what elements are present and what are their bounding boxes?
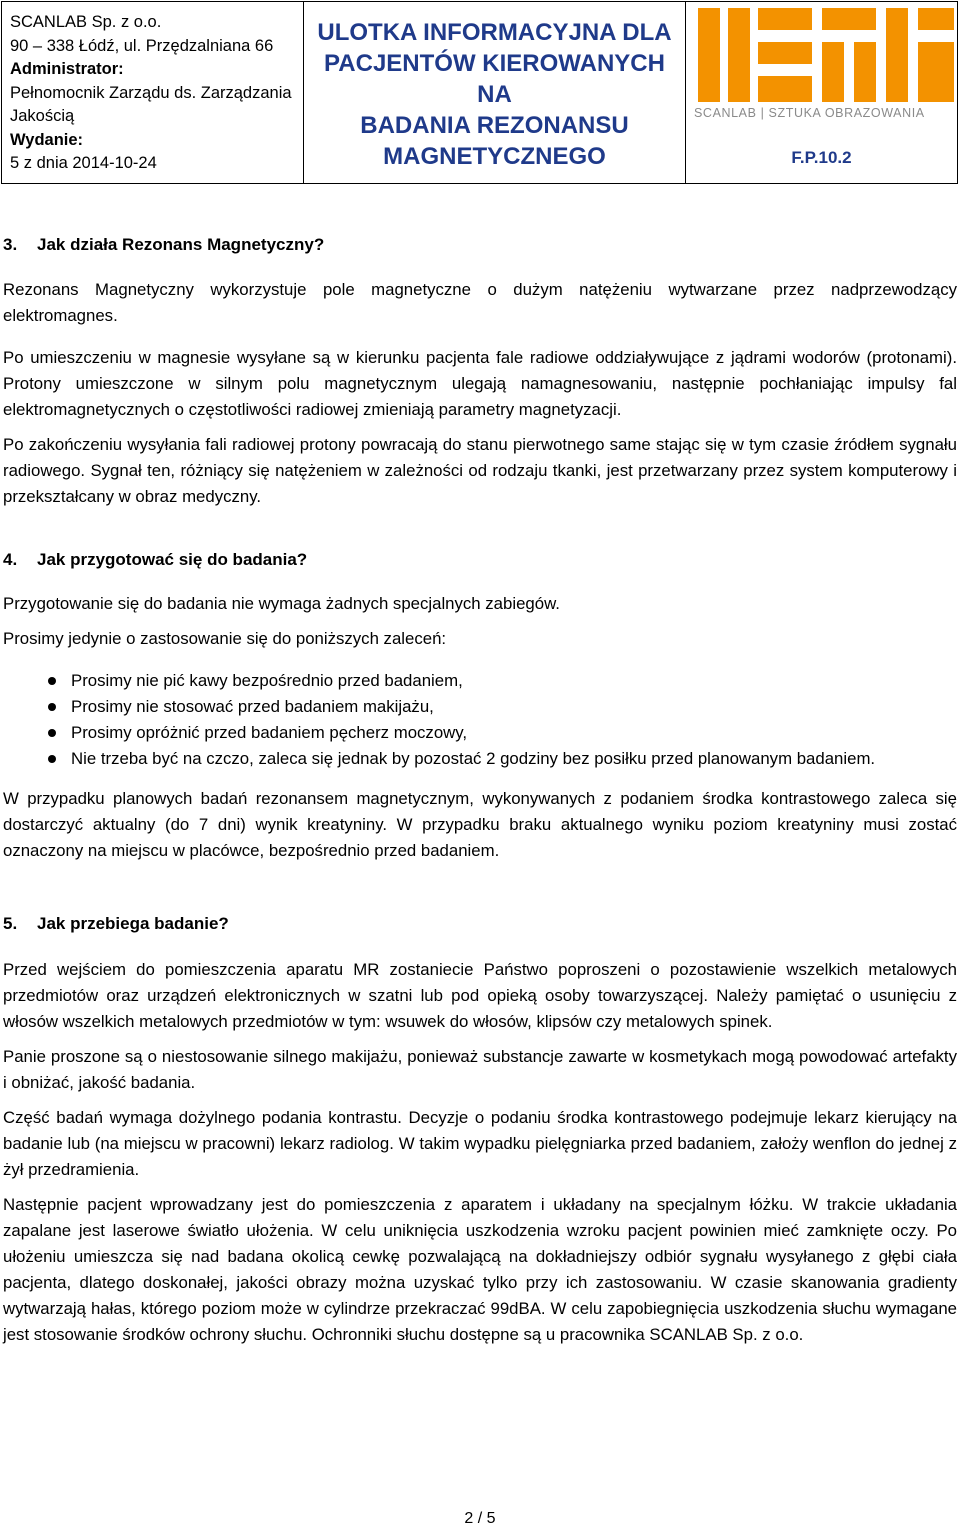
section-3-number: 3. (3, 235, 18, 254)
list-item-text: Prosimy nie stosować przed badaniem makijażu, (71, 697, 434, 716)
section-4-paragraph-2: Prosimy jedynie o zastosowanie się do poniższych zaleceń: (3, 629, 447, 648)
list-item (3, 694, 957, 720)
section-4-title: Jak przygotować się do badania? (37, 550, 308, 569)
section-3-paragraph-3: Po zakończeniu wysyłania fali radiowej protony powracają do stanu pierwotnego same stając się w tym czasie źródłem sygnału radiowego. Sygnał ten, różniący się natężeniem w zależności od rodzaju tkanki, jest przetwarzany przez system komputerowy i przekształcany w obraz medyczny. (3, 435, 957, 506)
edition-value: 5 z dnia 2014-10-24 (10, 154, 157, 172)
document-header (1, 1, 958, 184)
list-item-text: Prosimy nie pić kawy bezpośrednio przed badaniem, (71, 671, 463, 690)
company-name: SCANLAB Sp. z o.o. (10, 13, 162, 31)
section-5-number: 5. (3, 914, 18, 933)
recommendations-list (3, 668, 957, 772)
admin-label: Administrator: (10, 60, 124, 78)
document-title (304, 13, 685, 172)
admin-value-line-1: Pełnomocnik Zarządu ds. Zarządzania (10, 83, 292, 102)
scanlab-logo-icon (696, 4, 956, 104)
list-item (3, 720, 957, 746)
page-number: 2 / 5 (464, 1510, 496, 1527)
list-item (3, 746, 957, 772)
section-3-heading (3, 232, 957, 258)
section-5-heading (3, 911, 957, 937)
section-3-paragraph-1: Rezonans Magnetyczny wykorzystuje pole magnetyczne o dużym natężeniu wytwarzane przez nadprzewodzący elektromagnes. (3, 280, 957, 325)
section-5-paragraph-1: Przed wejściem do pomieszczenia aparatu MR zostaniecie Państwo poproszeni o pozostawienie wszelkich metalowych przedmiotów oraz urządzeń elektronicznych w szatni lub pod opieką osoby towarzyszącej. Należy pamiętać o usunięciu z włosów wszelkich metalowych przedmiotów w tym: wsuwek do włosów, klipsów czy metalowych spinek. (3, 960, 957, 1031)
bullet-icon (48, 755, 56, 763)
bullet-icon (48, 729, 56, 737)
admin-value-line-2: Jakością (10, 107, 75, 125)
title-line-1: ULOTKA INFORMACYJNA DLA (317, 19, 672, 46)
bullet-icon (48, 677, 56, 685)
section-3-title: Jak działa Rezonans Magnetyczny? (37, 235, 325, 254)
section-4-paragraph-1: Przygotowanie się do badania nie wymaga żadnych specjalnych zabiegów. (3, 594, 560, 613)
logo-tagline: SCANLAB | SZTUKA OBRAZOWANIA (694, 106, 925, 120)
company-address: 90 – 338 Łódź, ul. Przędzalniana 66 (10, 36, 274, 55)
list-item-text: Prosimy opróżnić przed badaniem pęcherz moczowy, (71, 723, 468, 742)
header-title-cell (304, 2, 686, 183)
section-4-heading (3, 547, 957, 573)
header-logo-cell (686, 2, 957, 183)
bullet-icon (48, 703, 56, 711)
section-5-paragraph-4: Następnie pacjent wprowadzany jest do pomieszczenia z aparatem i układany na specjalnym łóżku. W trakcie układania zapalane jest laserowe światło ułożenia. W celu uniknięcia uszkodzenia wzroku pacjent powinien mieć zamknięte oczy. Po ułożeniu umieszcza się nad badana okolicą cewkę pozwalającą na dokładniejszy odbiór sygnału wysyłanego z głębi ciała pacjenta, dlatego doskonałej, jakości obrazy można uzyskać tylko przy ich zastosowaniu. W czasie skanowania gradienty wytwarzają hałas, którego poziom może w cylindrze przekraczać 99dBA. W celu zapobiegnięcia uszkodzenia słuchu wymagane jest stosowanie środków ochrony słuchu. Ochronniki słuchu dostępne są u pracownika SCANLAB Sp. z o.o. (3, 1195, 957, 1344)
header-company-info (2, 2, 304, 183)
section-5-title: Jak przebiega badanie? (37, 914, 229, 933)
title-line-2: PACJENTÓW KIEROWANYCH NA (324, 50, 665, 108)
section-4-number: 4. (3, 550, 18, 569)
section-3-paragraph-2: Po umieszczeniu w magnesie wysyłane są w kierunku pacjenta fale radiowe oddziaływujące z jądrami wodorów (protonami). Protony umieszczone w silnym polu magnetycznym ulegają namagnesowaniu, następnie pochłaniając impulsy fal elektromagnetycznych o częstotliwości radiowej zmieniają parametry magnetyzacji. (3, 348, 957, 419)
list-item (3, 668, 957, 694)
document-code: F.P.10.2 (791, 148, 852, 167)
section-5-paragraph-3: Część badań wymaga dożylnego podania kontrastu. Decyzje o podaniu środka kontrastowego podejmuje lekarz kierujący na badanie lub (na miejscu w pracowni) lekarz radiolog. W takim wypadku pielęgniarka przed badaniem, założy wenflon do jednej z żył przedramienia. (3, 1108, 957, 1179)
edition-label: Wydanie: (10, 130, 84, 149)
list-item-text: Nie trzeba być na czczo, zaleca się jednak by pozostać 2 godziny bez posiłku przed planowanym badaniem. (71, 749, 876, 768)
title-line-3: BADANIA REZONANSU (360, 112, 629, 139)
title-line-4: MAGNETYCZNEGO (383, 143, 606, 170)
document-body (3, 232, 957, 1357)
section-4-paragraph-3: W przypadku planowych badań rezonansem magnetycznym, wykonywanych z podaniem środka kontrastowego zaleca się dostarczyć aktualny (do 7 dni) wynik kreatyniny. W przypadku braku aktualnego wyniku poziom kreatyniny musi zostać oznaczony na miejscu w placówce, bezpośrednio przed badaniem. (3, 789, 957, 860)
section-5-paragraph-2: Panie proszone są o niestosowanie silnego makijażu, ponieważ substancje zawarte w kosmetykach mogą powodować artefakty i obniżać, jakość badania. (3, 1047, 957, 1092)
